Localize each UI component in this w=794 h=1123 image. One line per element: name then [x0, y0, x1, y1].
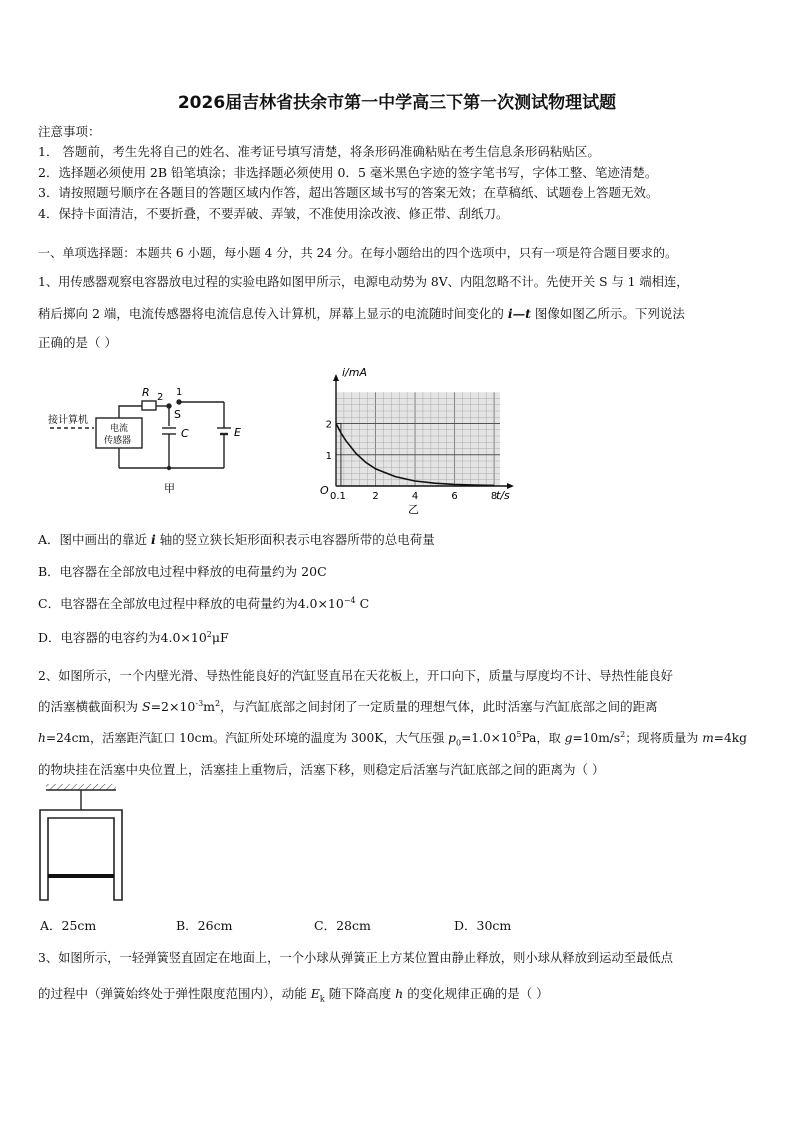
y-tick-label: 1: [325, 450, 332, 462]
cylinder-figure: [36, 782, 126, 904]
y-axis-arrow: [333, 374, 339, 381]
q2-option-a[interactable]: A．25cm: [40, 918, 97, 933]
x-tick-label: 2: [372, 491, 379, 502]
y-tick-label: 2: [325, 419, 332, 431]
y-axis-label: i/mA: [342, 366, 368, 379]
x-tick-label: 0.1: [330, 491, 346, 502]
notice-heading: 注意事项：: [38, 124, 101, 139]
cylinder-wall: [40, 810, 122, 900]
x-tick-label: 6: [451, 491, 458, 502]
q1-option-c[interactable]: C．电容器在全部放电过程中释放的电荷量约为$4.0\times 10^{-4}$ C: [38, 595, 370, 611]
figure-caption-jia: 甲: [164, 482, 175, 495]
circuit-diagram: [40, 376, 255, 498]
q1-option-d[interactable]: D．电容器的电容约为$4.0\times 10^2\mu F$: [38, 629, 229, 645]
terminal-1-label: 1: [176, 387, 183, 398]
q2-stem-line: h=24cm，活塞距汽缸口 10cm。汽缸所处环境的温度为 300K，大气压强 $p_0=1.0\times 10^5Pa$，取 $g=10m/s^2$；现将质量为 m=4kg: [38, 729, 747, 748]
x-tick-label: 4: [411, 491, 419, 502]
capacitor-label: C: [181, 427, 189, 440]
switch-label: S: [174, 408, 181, 421]
q2-stem-line: 的活塞横截面积为 $S=2\times 10^{-3}m^2$，与汽缸底部之间封闭了一定质量的理想气体，此时活塞与汽缸底部之间的距离: [38, 698, 658, 714]
computer-label: 接计算机: [48, 415, 88, 426]
notice-item: 1． 答题前，考生先将自己的姓名、准考证号填写清楚，将条形码准确粘贴在考生信息条形码粘贴区。: [38, 144, 600, 159]
notice-item: 2．选择题必须使用 2B 铅笔填涂；非选择题必须使用 0．5 毫米黑色字迹的签字笔书写，字体工整、笔迹清楚。: [38, 165, 658, 180]
q1-option-a[interactable]: A．图中画出的靠近 i 轴的竖立狭长矩形面积表示电容器所带的总电荷量: [38, 532, 435, 547]
section-heading: 一、单项选择题：本题共 6 小题，每小题 4 分，共 24 分。在每小题给出的四个选项中，只有一项是符合题目要求的。: [38, 246, 678, 260]
q2-stem-line: 2、如图所示，一个内壁光滑、导热性能良好的汽缸竖直吊在天花板上，开口向下，质量与厚度均不计、导热性能良好: [38, 669, 673, 683]
x-axis-label: t/s: [496, 489, 510, 502]
terminal-2-label: 2: [157, 392, 164, 403]
q1-option-b[interactable]: B．电容器在全部放电过程中释放的电荷量约为 20C: [38, 564, 327, 579]
resistor-label: R: [142, 386, 150, 399]
grid-background: [336, 392, 500, 486]
var-i-t: i—t: [507, 306, 531, 321]
q2-option-b[interactable]: B．26cm: [176, 918, 233, 933]
q2-option-c[interactable]: C．28cm: [314, 918, 371, 933]
notice-item: 3．请按照题号顺序在各题目的答题区域内作答，超出答题区域书写的答案无效；在草稿纸、试题卷上答题无效。: [38, 185, 659, 200]
q3-stem-line: 3、如图所示，一轻弹簧竖直固定在地面上，一个小球从弹簧正上方某位置由静止释放，则小球从释放到运动至最低点: [38, 951, 673, 965]
ceiling: [46, 784, 116, 790]
q2-stem-line: 的物块挂在活塞中央位置上，活塞挂上重物后，活塞下移，则稳定后活塞与汽缸底部之间的距离为（ ）: [38, 762, 605, 777]
x-tick-label: 8: [490, 491, 498, 502]
notice-item: 4．保持卡面清洁，不要折叠，不要弄破、弄皱，不准使用涂改液、修正带、刮纸刀。: [38, 206, 509, 221]
sensor-label: 电流: [110, 424, 129, 434]
sensor-label: 传感器: [104, 436, 132, 446]
q1-stem-line: 稍后掷向 2 端，电流传感器将电流信息传入计算机，屏幕上显示的电流随时间变化的 i—t 图像如图乙所示。下列说法: [38, 306, 685, 321]
q1-stem-line: 正确的是（ ）: [38, 335, 117, 350]
q3-stem-line: 的过程中（弹簧始终处于弹性限度范围内），动能 $E_k$ 随下降高度 h 的变化规律正确的是（ ）: [38, 986, 549, 1004]
origin-label: O: [320, 484, 329, 497]
q2-option-d[interactable]: D．30cm: [454, 918, 512, 933]
resistor-R: [142, 401, 156, 410]
battery-label: E: [234, 426, 241, 439]
i-t-graph: [314, 364, 534, 516]
q1-stem-line: 1、用传感器观察电容器放电过程的实验电路如图甲所示，电源电动势为 8V、内阻忽略不计。先使开关 S 与 1 端相连，: [38, 275, 689, 289]
page-title: 2026届吉林省扶余市第一中学高三下第一次测试物理试题: [177, 93, 617, 113]
figure-caption-yi: 乙: [408, 503, 419, 516]
